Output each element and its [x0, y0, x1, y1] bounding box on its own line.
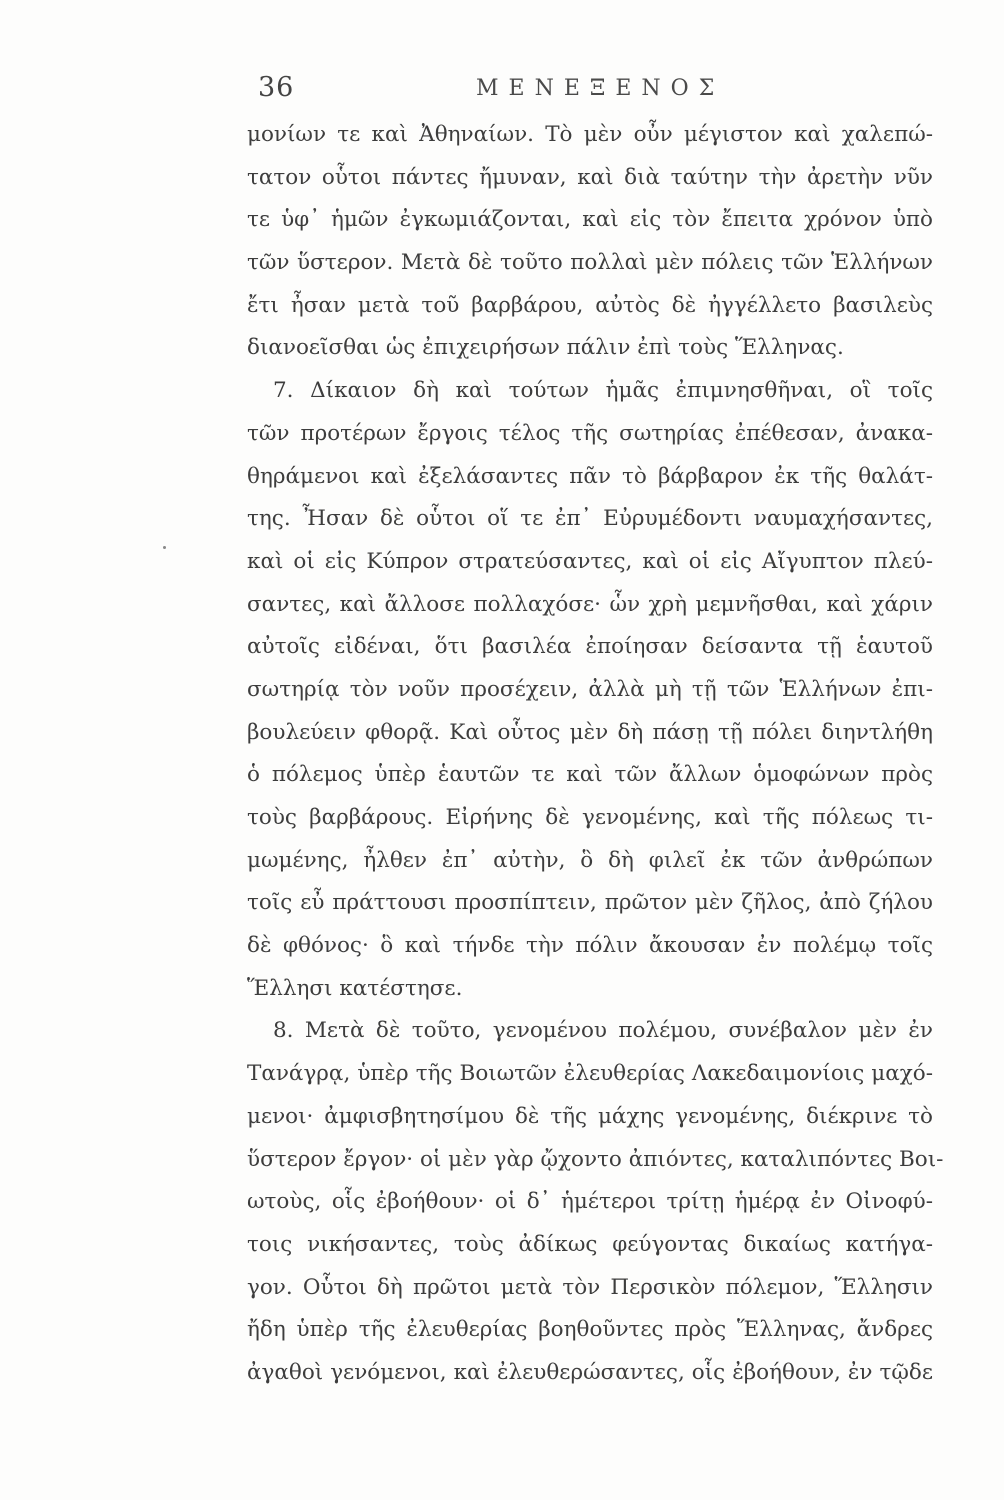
text-line: μενοι· ἀμφισβητησίμου δὲ τῆς μάχης γενομένης, διέκρινε τὸ	[247, 1103, 933, 1129]
body-text	[247, 114, 944, 1395]
text-line: ὕστερον ἔργον· οἱ μὲν γὰρ ᾤχοντο ἀπιόντες, καταλιπόντες Βοι-	[247, 1146, 944, 1172]
text-line: σωτηρίᾳ τὸν νοῦν προσέχειν, ἀλλὰ μὴ τῇ τῶν Ἑλλήνων ἐπι-	[247, 676, 933, 702]
text-line: τῶν ὕστερον. Μετὰ δὲ τοῦτο πολλαὶ μὲν πόλεις τῶν Ἑλλήνων	[247, 250, 933, 276]
text-line: τῶν προτέρων ἔργοις τέλος τῆς σωτηρίας ἐπέθεσαν, ἀνακα-	[247, 420, 933, 446]
running-title: ΜΕΝΕΞΕΝΟΣ	[476, 76, 725, 101]
text-line: θηράμενοι καὶ ἐξελάσαντες πᾶν τὸ βάρβαρον ἐκ τῆς θαλάτ-	[247, 463, 933, 489]
text-line: διανοεῖσθαι ὡς ἐπιχειρήσων πάλιν ἐπὶ τοὺς Ἕλληνας.	[247, 335, 844, 361]
text-line: τοῖς εὖ πράττουσι προσπίπτειν, πρῶτον μὲν ζῆλος, ἀπὸ ζήλου	[247, 890, 933, 916]
text-line: Τανάγρᾳ, ὑπὲρ τῆς Βοιωτῶν ἐλευθερίας Λακεδαιμονίοις μαχό-	[247, 1061, 933, 1087]
text-line: της. Ἦσαν δὲ οὗτοι οἵ τε ἐπ᾽ Εὐρυμέδοντι ναυμαχήσαντες,	[247, 506, 933, 532]
text-line: τοὺς βαρβάρους. Εἰρήνης δὲ γενομένης, καὶ τῆς πόλεως τι-	[247, 805, 933, 830]
page-header	[258, 72, 930, 108]
paragraph-start-8: 8. Μετὰ δὲ τοῦτο, γενομένου πολέμου, συνέβαλον μὲν ἐν	[273, 1018, 933, 1044]
text-line: ἔτι ἦσαν μετὰ τοῦ βαρβάρου, αὐτὸς δὲ ἠγγέλλετο βασιλεὺς	[247, 292, 933, 318]
text-line: γον. Οὗτοι δὴ πρῶτοι μετὰ τὸν Περσικὸν πόλεμον, Ἕλλησιν	[247, 1274, 933, 1300]
text-line: καὶ οἱ εἰς Κύπρον στρατεύσαντες, καὶ οἱ εἰς Αἴγυπτον πλεύ-	[247, 548, 933, 574]
text-line: δὲ φθόνος· ὃ καὶ τήνδε τὴν πόλιν ἄκουσαν ἐν πολέμῳ τοῖς	[247, 933, 933, 959]
text-line: σαντες, καὶ ἄλλοσε πολλαχόσε· ὧν χρὴ μεμνῆσθαι, καὶ χάριν	[247, 591, 933, 617]
text-line: μονίων τε καὶ Ἀθηναίων. Τὸ μὲν οὖν μέγιστον καὶ χαλεπώ-	[247, 122, 933, 147]
text-line: τατον οὗτοι πάντες ἤμυναν, καὶ διὰ ταύτην τὴν ἀρετὴν νῦν	[247, 164, 933, 190]
text-line: ἀγαθοὶ γενόμενοι, καὶ ἐλευθερώσαντες, οἷς ἐβοήθουν, ἐν τῷδε	[247, 1359, 933, 1385]
text-line: αὐτοῖς εἰδέναι, ὅτι βασιλέα ἐποίησαν δείσαντα τῇ ἑαυτοῦ	[247, 634, 933, 660]
text-line: ἤδη ὑπὲρ τῆς ἐλευθερίας βοηθοῦντες πρὸς Ἕλληνας, ἄνδρες	[247, 1317, 933, 1343]
page-number: 36	[258, 72, 295, 103]
text-line: βουλεύειν φθορᾷ. Καὶ οὗτος μὲν δὴ πάσῃ τῇ πόλει διηντλήθη	[247, 719, 933, 745]
text-line: μωμένης, ἦλθεν ἐπ᾽ αὐτὴν, ὃ δὴ φιλεῖ ἐκ τῶν ἀνθρώπων	[247, 847, 933, 873]
text-line: Ἕλλησι κατέστησε.	[247, 975, 463, 1001]
text-line: τοις νικήσαντες, τοὺς ἀδίκως φεύγοντας δικαίως κατήγα-	[247, 1231, 933, 1257]
text-line: ωτοὺς, οἷς ἐβοήθουν· οἱ δ᾽ ἡμέτεροι τρίτῃ ἡμέρᾳ ἐν Οἰνοφύ-	[247, 1189, 933, 1215]
text-line: τε ὑφ᾽ ἡμῶν ἐγκωμιάζονται, καὶ εἰς τὸν ἔπειτα χρόνον ὑπὸ	[247, 207, 933, 233]
margin-mark	[163, 546, 166, 549]
paragraph-start-7: 7. Δίκαιον δὴ καὶ τούτων ἡμᾶς ἐπιμνησθῆναι, οἳ τοῖς	[273, 378, 933, 404]
text-line: ὁ πόλεμος ὑπὲρ ἑαυτῶν τε καὶ τῶν ἄλλων ὁμοφώνων πρὸς	[247, 762, 933, 788]
